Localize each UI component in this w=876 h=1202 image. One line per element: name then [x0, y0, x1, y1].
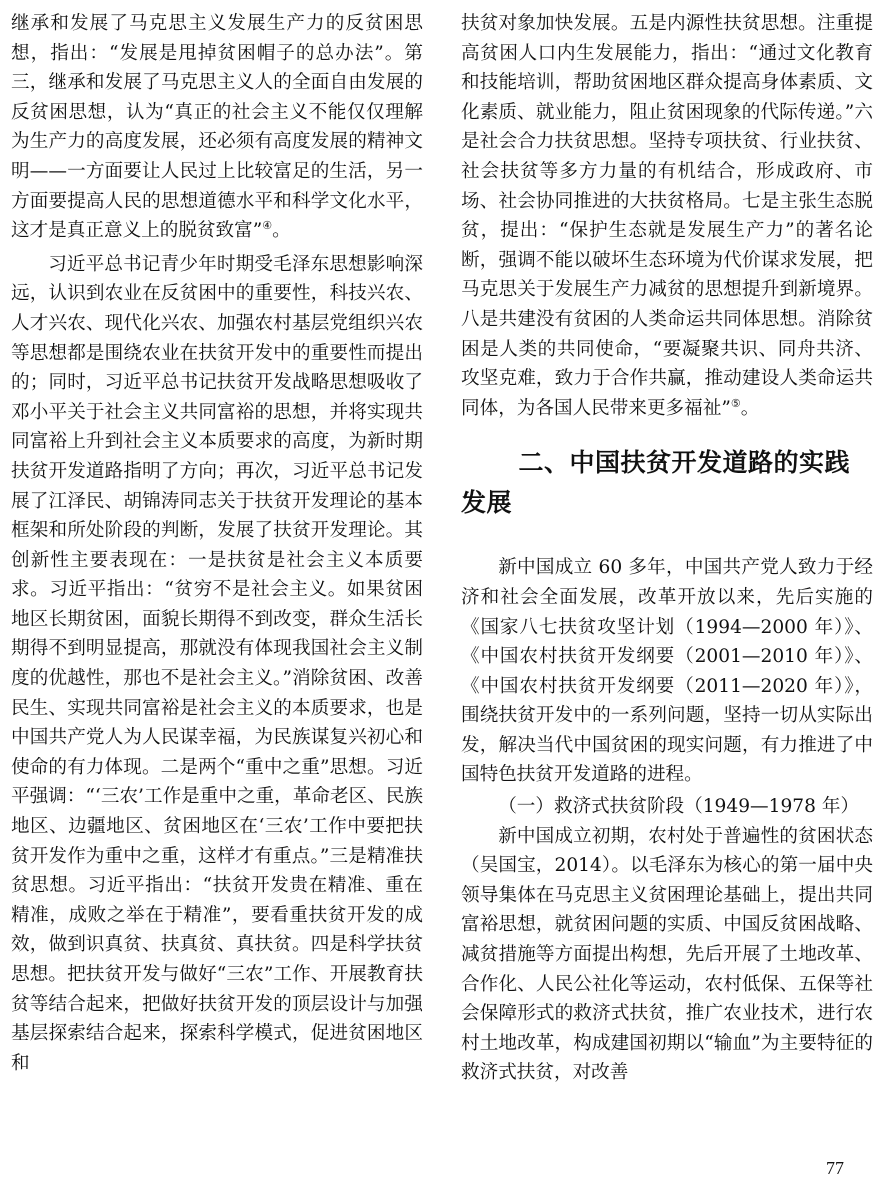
body-paragraph: 新中国成立初期，农村处于普遍性的贫困状态（吴国宝，2014）。以毛泽东为核心的第一届中央领导集体在马克思主义贫困理论基础上，提出共同富裕思想，就贫困问题的实质、中国反贫困战略、减贫措施等方面提出构想，先后开展了土地改革、合作化、人民公社化等运动，农村低保、五保等社会保障形式的救济式扶贫，推广农业技术，进行农村土地改革，构成建国初期以“输血”为主要特征的救济式扶贫，对改善 — [461, 825, 873, 1084]
paragraph-text: 继承和发展了马克思主义发展生产力的反贫困思想，指出：“发展是甩掉贫困帽子的总办法”。第三，继承和发展了马克思主义人的全面自由发展的反贫困思想，认为“真正的社会主义不能仅仅理解为生产力的高度发展，还必须有高度发展的精神文明——一方面要让人民过上比较富足的生活，另一方面要提高人民的思想道德水平和科学文化水平，这才是真正意义上的脱贫致富” — [11, 13, 423, 242]
right-column — [461, 9, 873, 1088]
left-column — [11, 9, 423, 1078]
paragraph-text-end: 。 — [740, 397, 760, 419]
body-paragraph: 新中国成立 60 多年，中国共产党人致力于经济和社会全面发展，改革开放以来，先后实施的《国家八七扶贫攻坚计划（1994—2000 年）》、《中国农村扶贫开发纲要（2001—2010 年）》、《中国农村扶贫开发纲要（2011—2020 年）》，围绕扶贫开发中的一系列问题，坚持一切从实际出发，解决当代中国贫困的现实问题，有力推进了中国特色扶贫开发道路的进程。 — [461, 557, 873, 786]
page-number: 77 — [826, 1158, 844, 1178]
paragraph-text-end: 。 — [272, 220, 291, 242]
body-paragraph — [11, 9, 423, 246]
subsection-heading: （一）救济式扶贫阶段（1949—1978 年） — [498, 796, 860, 818]
body-paragraph — [461, 9, 873, 423]
paragraph-text: 扶贫对象加快发展。五是内源性扶贫思想。注重提高贫困人口内生发展能力，指出：“通过文化教育和技能培训，帮助贫困地区群众提高身体素质、文化素质、就业能力，阻止贫困现象的代际传递。”六是社会合力扶贫思想。坚持专项扶贫、行业扶贫、社会扶贫等多方力量的有机结合，形成政府、市场、社会协同推进的大扶贫格局。七是主张生态脱贫，提出：“保护生态就是发展生产力”的著名论断，强调不能以破坏生态环境为代价谋求发展，把马克思关于发展生产力减贫的思想提升到新境界。八是共建没有贫困的人类命运共同体思想。消除贫困是人类的共同使命，“要凝聚共识、同舟共济、攻坚克难，致力于合作共赢，推动建设人类命运共同体，为各国人民带来更多福祉” — [461, 13, 873, 419]
section-heading: 二、中国扶贫开发道路的实践发展 — [461, 448, 851, 518]
footnote-marker[interactable]: ⑤ — [730, 396, 741, 410]
body-paragraph: 习近平总书记青少年时期受毛泽东思想影响深远，认识到农业在反贫困中的重要性，科技兴农、人才兴农、现代化兴农、加强农村基层党组织兴农等思想都是围绕农业在扶贫开发中的重要性而提出的；同时，习近平总书记扶贫开发战略思想吸收了邓小平关于社会主义共同富裕的思想，并将实现共同富裕上升到社会主义本质要求的高度，为新时期扶贫开发道路指明了方向；再次，习近平总书记发展了江泽民、胡锦涛同志关于扶贫开发理论的基本框架和所处阶段的判断，发展了扶贫开发理论。其创新性主要表现在：一是扶贫是社会主义本质要求。习近平指出：“贫穷不是社会主义。如果贫困地区长期贫困，面貌长期得不到改变，群众生活长期得不到明显提高，那就没有体现我国社会主义制度的优越性，那也不是社会主义。”消除贫困、改善民生、实现共同富裕是社会主义的本质要求，也是中国共产党人为人民谋幸福，为民族谋复兴初心和使命的有力体现。二是两个“重中之重”思想。习近平强调：“‘三农’工作是重中之重，革命老区、民族地区、边疆地区、贫困地区在‘三农’工作中要把扶贫开发作为重中之重，这样才有重点。”三是精准扶贫思想。习近平指出：“扶贫开发贵在精准、重在精准，成败之举在于精准”，要看重扶贫开发的成效，做到识真贫、扶真贫、真扶贫。四是科学扶贫思想。把扶贫开发与做好“三农”工作、开展教育扶贫等结合起来，把做好扶贫开发的顶层设计与加强基层探索结合起来，探索科学模式，促进贫困地区和 — [11, 253, 423, 1074]
footnote-marker[interactable]: ④ — [262, 219, 273, 233]
